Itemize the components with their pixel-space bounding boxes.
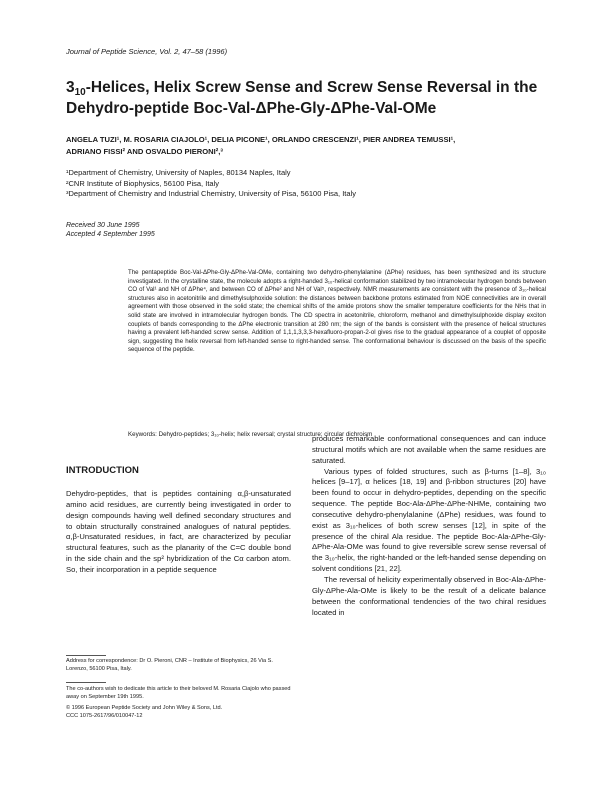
title-prefix: 3 — [66, 79, 75, 96]
left-column-text — [66, 489, 291, 576]
ccc-code: CCC 1075-2617/96/010047-12 — [66, 713, 143, 719]
affiliation-1: ¹Department of Chemistry, University of Naples, 80134 Naples, Italy — [66, 168, 291, 177]
left-paragraph: Dehydro-peptides, that is peptides containing α,β-unsaturated amino acid residues, are currently being investigated in order to design compounds having well defined secondary structures and to obtain structurally constrained analogues of natural peptides. α,β-Unsaturated residues, in fact, are characterized by peculiar structural features, such as the planarity of the C=C double bond in the side chain and the sp² hybridization of the Cα carbon atom. So, their incorporation in a peptide sequence — [66, 489, 291, 574]
footnote-dedication: The co-authors wish to dedicate this article to their beloved M. Rosaria Ciajolo who passed away on September 19th 1995. — [66, 686, 291, 700]
title-rest: -Helices, Helix Screw Sense and Screw Sense Reversal in the Dehydro-peptide Boc-Val-ΔPhe-Gly-ΔPhe-Val-OMe — [66, 79, 538, 117]
keywords: Keywords: Dehydro-peptides; 3₁₀-helix; helix reversal; crystal structure; circular dichroism — [128, 431, 373, 438]
article-title — [66, 78, 546, 118]
section-heading-introduction: INTRODUCTION — [66, 465, 139, 476]
footnote-rule-2 — [66, 682, 106, 683]
footnote-correspondence: Address for correspondence: Dr O. Pieroni, CNR – Institute of Biophysics, 26 Via S. Lorenzo, 56100 Pisa, Italy. — [66, 658, 273, 672]
abstract: The pentapeptide Boc-Val-ΔPhe-Gly-ΔPhe-Val-OMe, containing two dehydro-phenylalanine (ΔPhe) residues, has been synthesized and its structure investigated. In the crystalline state, the molecule adopts a right-handed 3₁₀-helical conformation stabilized by two intramolecular hydrogen bonds between CO of Val¹ and NH of ΔPhe⁴, and between CO of ΔPhe² and NH of Val⁵, respectively. NMR measurements are consistent with the presence of 3₁₀-helical structures also in acetonitrile and dimethylsulphoxide solution: the distances between backbone protons estimated from NOE connectivities are in overall agreement with those observed in the solid state; the chemical shifts of the amide protons show the smaller temperature coefficients for the NHs that in solid state are involved in intramolecular hydrogen bonds. The CD spectra in acetonitrile, chloroform, methanol and dimethylsulphoxide display exciton couplets of bands corresponding to the ΔPhe electronic transition at 280 nm; the sign of the bands is consistent with the presence of helical structures having a prevalent left-handed screw sense. Addition of 1,1,1,3,3,3-hexafluoro-propan-2-ol gives rise to the gradual appearance of a couplet of opposite sign, suggesting the helix reversal from left-handed sense to right-handed sense. The conformational behaviour is discussed on the basis of the specific sequence of the peptide. — [128, 269, 546, 354]
right-column-text — [312, 434, 546, 618]
author-list — [66, 134, 556, 158]
author-line-2: ADRIANO FISSI² AND OSVALDO PIERONI²,³ — [66, 147, 223, 156]
journal-citation: Journal of Peptide Science, Vol. 2, 47–58 (1996) — [66, 47, 228, 56]
accepted-date: Accepted 4 September 1995 — [66, 231, 155, 238]
affiliation-2: ²CNR Institute of Biophysics, 56100 Pisa, Italy — [66, 178, 219, 188]
footnote-rule — [66, 655, 106, 656]
right-paragraph-1: produces remarkable conformational consequences and can induce structural motifs which are not available when the same residues are saturated. — [312, 434, 546, 465]
right-paragraph-3: The reversal of helicity experimentally observed in Boc-Ala-ΔPhe-Gly-ΔPhe-Ala-OMe is likely to be the result of a delicate balance between the conformational tendencies of the two chiral residues located in — [312, 574, 546, 617]
copyright-notice: © 1996 European Peptide Society and John Wiley & Sons, Ltd. — [66, 705, 223, 711]
affiliations — [66, 168, 546, 200]
affiliation-3: ³Department of Chemistry and Industrial Chemistry, University of Pisa, 56100 Pisa, Italy — [66, 189, 356, 198]
article-dates — [66, 221, 155, 239]
received-date: Received 30 June 1995 — [66, 222, 140, 229]
title-subscript: 10 — [74, 87, 86, 98]
author-line-1: ANGELA TUZI¹, M. ROSARIA CIAJOLO¹, DELIA PICONE¹, ORLANDO CRESCENZI¹, PIER ANDREA TEMUSSI¹, — [66, 135, 456, 144]
right-paragraph-2: Various types of folded structures, such as β-turns [1–8], 3₁₀ helices [9–17], α helices [18, 19] and β-ribbon structures [20] have been found to occur in dehydro-peptides, depending on the specific sequence. The peptide Boc-Ala-ΔPhe-ΔPhe-NHMe, containing two consecutive dehydro-phenylalanine (ΔPhe) residues, was found to exist as 3₁₀-helices of both screw senses [12], in spite of the presence of the chiral Ala residue. The peptide Boc-Ala-ΔPhe-Gly-ΔPhe-Ala-OMe was found to give reversible screw sense reversal of the 3₁₀-helix, the right-handed or the left-handed sense depending on solvent conditions [21, 22]. — [312, 466, 546, 574]
